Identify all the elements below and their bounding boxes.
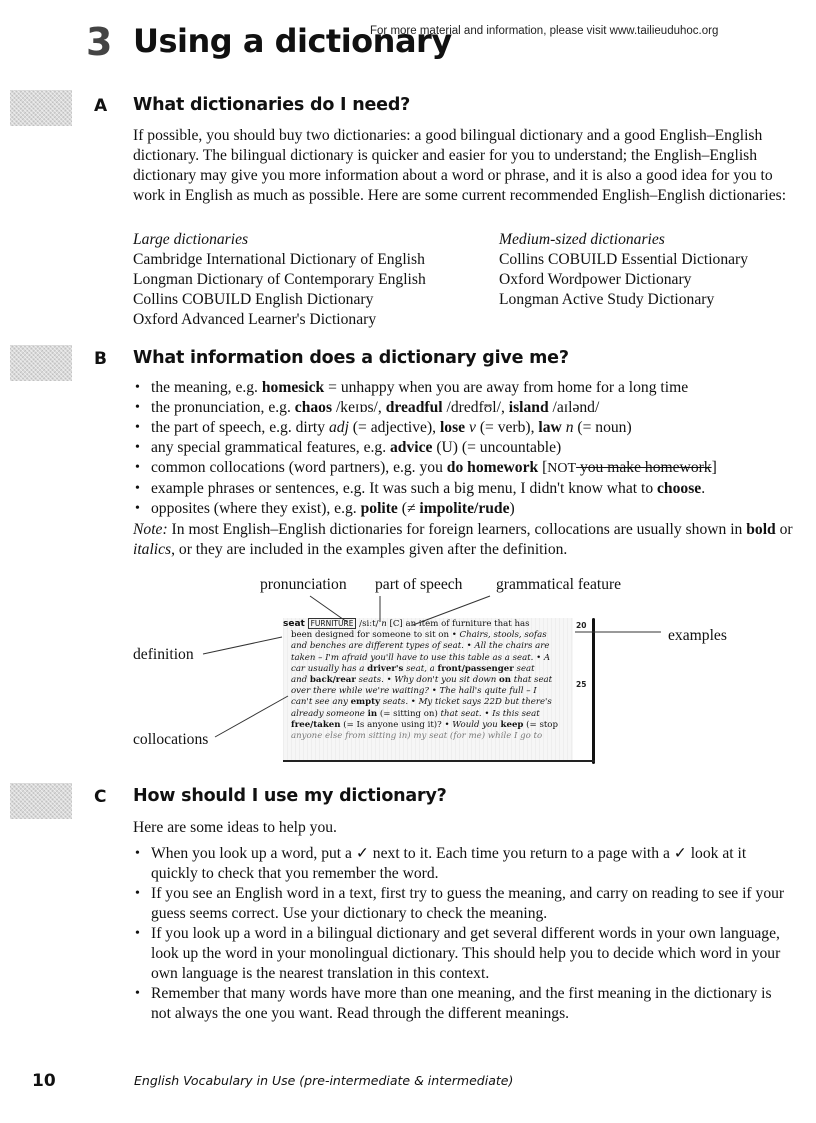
- bold-term: polite: [360, 500, 398, 517]
- example-text: seat, a: [403, 663, 438, 674]
- label-examples: examples: [668, 627, 727, 644]
- bold-term: lose: [439, 419, 466, 436]
- unit-number: 3: [86, 20, 112, 64]
- example-text: seat: [513, 663, 535, 674]
- collocation: on: [499, 675, 512, 686]
- text: (= Is anyone using it)? •: [340, 719, 453, 730]
- label-definition: definition: [133, 646, 194, 663]
- collocation: empty: [350, 697, 381, 708]
- bold-term: advice: [390, 439, 433, 456]
- example-text: that seat. • Is this seat: [440, 708, 540, 719]
- medium-dictionaries-heading: Medium-sized dictionaries: [499, 231, 665, 248]
- section-b-title: What information does a dictionary give me?: [133, 348, 569, 368]
- example-text: over there while we're waiting? • The hall's quite full – I: [291, 686, 537, 697]
- label-collocations: collocations: [133, 731, 209, 748]
- line-number: 20: [576, 621, 587, 630]
- text: .: [701, 480, 706, 497]
- text: example phrases or sentences, e.g. It was such a big menu, I didn't know what to: [151, 480, 658, 497]
- text: (= stop: [523, 719, 558, 730]
- text: (U) (= uncountable): [432, 439, 562, 456]
- section-b-letter: B: [94, 349, 107, 369]
- example-text: anyone else from sitting in) my seat (for me) while I go to: [291, 731, 543, 742]
- example-text: car usually has a: [291, 663, 368, 674]
- text: an item of furniture that has: [405, 619, 530, 629]
- bold-term: dreadful: [385, 399, 443, 416]
- italic-term: adj: [328, 419, 349, 436]
- bold-term: homesick: [261, 379, 325, 396]
- example-text: that seat: [511, 675, 553, 686]
- struck-text: you make homework: [576, 459, 712, 476]
- text: common collocations (word partners), e.g. you: [151, 459, 447, 476]
- text: (= sitting on): [377, 708, 441, 719]
- list-item: • When you look up a word, put a ✓ next to it. Each time you return to a page with a ✓ look at it quickly to check that you remember the word.: [133, 844, 793, 884]
- text: /dredfʊl/,: [442, 399, 509, 416]
- text: (≠: [397, 500, 420, 517]
- section-a-title: What dictionaries do I need?: [133, 95, 411, 115]
- text: any special grammatical features, e.g.: [151, 439, 390, 456]
- section-a-letter: A: [94, 96, 108, 116]
- example-text: Chairs, stools, sofas: [459, 630, 547, 641]
- bold-term: island: [508, 399, 549, 416]
- unit-title: Using a dictionary: [133, 22, 452, 60]
- dictionary-item: Oxford Advanced Learner's Dictionary: [133, 311, 377, 328]
- page-number: 10: [32, 1071, 56, 1091]
- section-a-paragraph: If possible, you should buy two dictionaries: a good bilingual dictionary and a good English–English dictionary. The bilingual dictionary is quicker and easier for you to understand; the English–English dictionary may give you more information about a word or phrase, and it is also a good idea for you to work in English as much as possible. Here are some current recommended English–English dictionaries:: [133, 127, 787, 204]
- headword: seat: [283, 619, 305, 629]
- bold-term: impolite/rude: [419, 500, 510, 517]
- list-item: • Remember that many words have more than one meaning, and the first meaning in the dictionary is not always the one you want. Read through the different meanings.: [133, 984, 793, 1024]
- section-c-title: How should I use my dictionary?: [133, 786, 447, 806]
- text: opposites (where they exist), e.g.: [151, 500, 361, 517]
- label-part-of-speech: part of speech: [375, 576, 463, 593]
- dictionary-item: Cambridge International Dictionary of English: [133, 251, 425, 268]
- italic-term: n: [565, 419, 574, 436]
- dictionary-item: Oxford Wordpower Dictionary: [499, 271, 692, 288]
- dictionary-item: Longman Dictionary of Contemporary English: [133, 271, 426, 288]
- example-text: and: [291, 675, 310, 686]
- example-text: already someone: [291, 708, 368, 719]
- dictionary-item: Collins COBUILD Essential Dictionary: [499, 251, 749, 268]
- italic-term: v: [469, 419, 476, 436]
- example-text: taken – I'm afraid you'll have to use this table as a seat. • A: [291, 652, 551, 663]
- label-pronunciation: pronunciation: [260, 576, 347, 593]
- section-c-intro: Here are some ideas to help you.: [133, 819, 337, 836]
- example-text: and benches are different types of seat. • All the chairs are: [291, 641, 550, 652]
- example-text: can't see any: [291, 697, 351, 708]
- guideword: FURNITURE: [308, 618, 357, 629]
- collocation: free/taken: [291, 719, 341, 730]
- bold-term: chaos: [294, 399, 333, 416]
- dictionary-item: Longman Active Study Dictionary: [499, 291, 715, 308]
- text: (= verb),: [475, 419, 539, 436]
- text: (= adjective),: [348, 419, 440, 436]
- pronunciation: /siːt/: [359, 619, 379, 629]
- bold-term: law: [538, 419, 562, 436]
- text: In most English–English dictionaries for foreign learners, collocations are usually shown in: [167, 521, 747, 538]
- not-label: NOT: [547, 461, 577, 476]
- bold-term: bold: [746, 521, 776, 538]
- text: /keɪɒs/,: [332, 399, 386, 416]
- bold-term: do homework: [446, 459, 539, 476]
- text: [: [538, 459, 548, 476]
- collocation: keep: [500, 719, 524, 730]
- text: or: [775, 521, 793, 538]
- example-text: seats. • Why don't you sit down: [355, 675, 500, 686]
- text: been designed for someone to sit on •: [291, 630, 460, 641]
- example-text: Would you: [452, 719, 501, 730]
- collocation: driver's: [367, 663, 404, 674]
- text: ]: [711, 459, 717, 476]
- text: = unhappy when you are away from home for a long time: [324, 379, 689, 396]
- text: , or they are included in the examples given after the definition.: [171, 541, 568, 558]
- text: (= noun): [573, 419, 632, 436]
- dictionary-item: Collins COBUILD English Dictionary: [133, 291, 374, 308]
- text: the meaning, e.g.: [151, 379, 262, 396]
- list-item: • If you see an English word in a text, first try to guess the meaning, and carry on reading to see if your guess seems correct. Use your dictionary to check the meaning.: [133, 884, 793, 924]
- italic-term: italics: [133, 541, 172, 558]
- footer-book-title: English Vocabulary in Use (pre-intermediate & intermediate): [134, 1073, 514, 1088]
- collocation: back/rear: [309, 675, 356, 686]
- text: the part of speech, e.g. dirty: [151, 419, 329, 436]
- label-grammatical-feature: grammatical feature: [496, 576, 622, 593]
- text: ): [509, 500, 515, 517]
- bold-term: choose: [657, 480, 702, 497]
- section-c-bullet-list: [133, 844, 793, 1024]
- list-item: • If you look up a word in a bilingual dictionary and get several different words in your own language, look up the word in your monolingual dictionary. This should help you to decide which word in your own language is the nearest translation in this context.: [133, 924, 793, 984]
- line-number: 25: [576, 680, 587, 689]
- section-c-letter: C: [94, 787, 107, 807]
- text: /aɪlənd/: [548, 399, 600, 416]
- note-label: Note:: [133, 521, 168, 538]
- collocation: front/passenger: [437, 663, 514, 674]
- grammar-code: [C]: [389, 619, 403, 629]
- collocation: in: [367, 708, 378, 719]
- section-c-shaded-box: [10, 783, 72, 819]
- text: the pronunciation, e.g.: [151, 399, 295, 416]
- watermark-text: For more material and information, please visit www.tailieuduhoc.org: [370, 25, 719, 37]
- example-text: seats. • My ticket says 22D but there's: [380, 697, 552, 708]
- part-of-speech: n: [381, 619, 387, 629]
- large-dictionaries-heading: Large dictionaries: [133, 231, 249, 248]
